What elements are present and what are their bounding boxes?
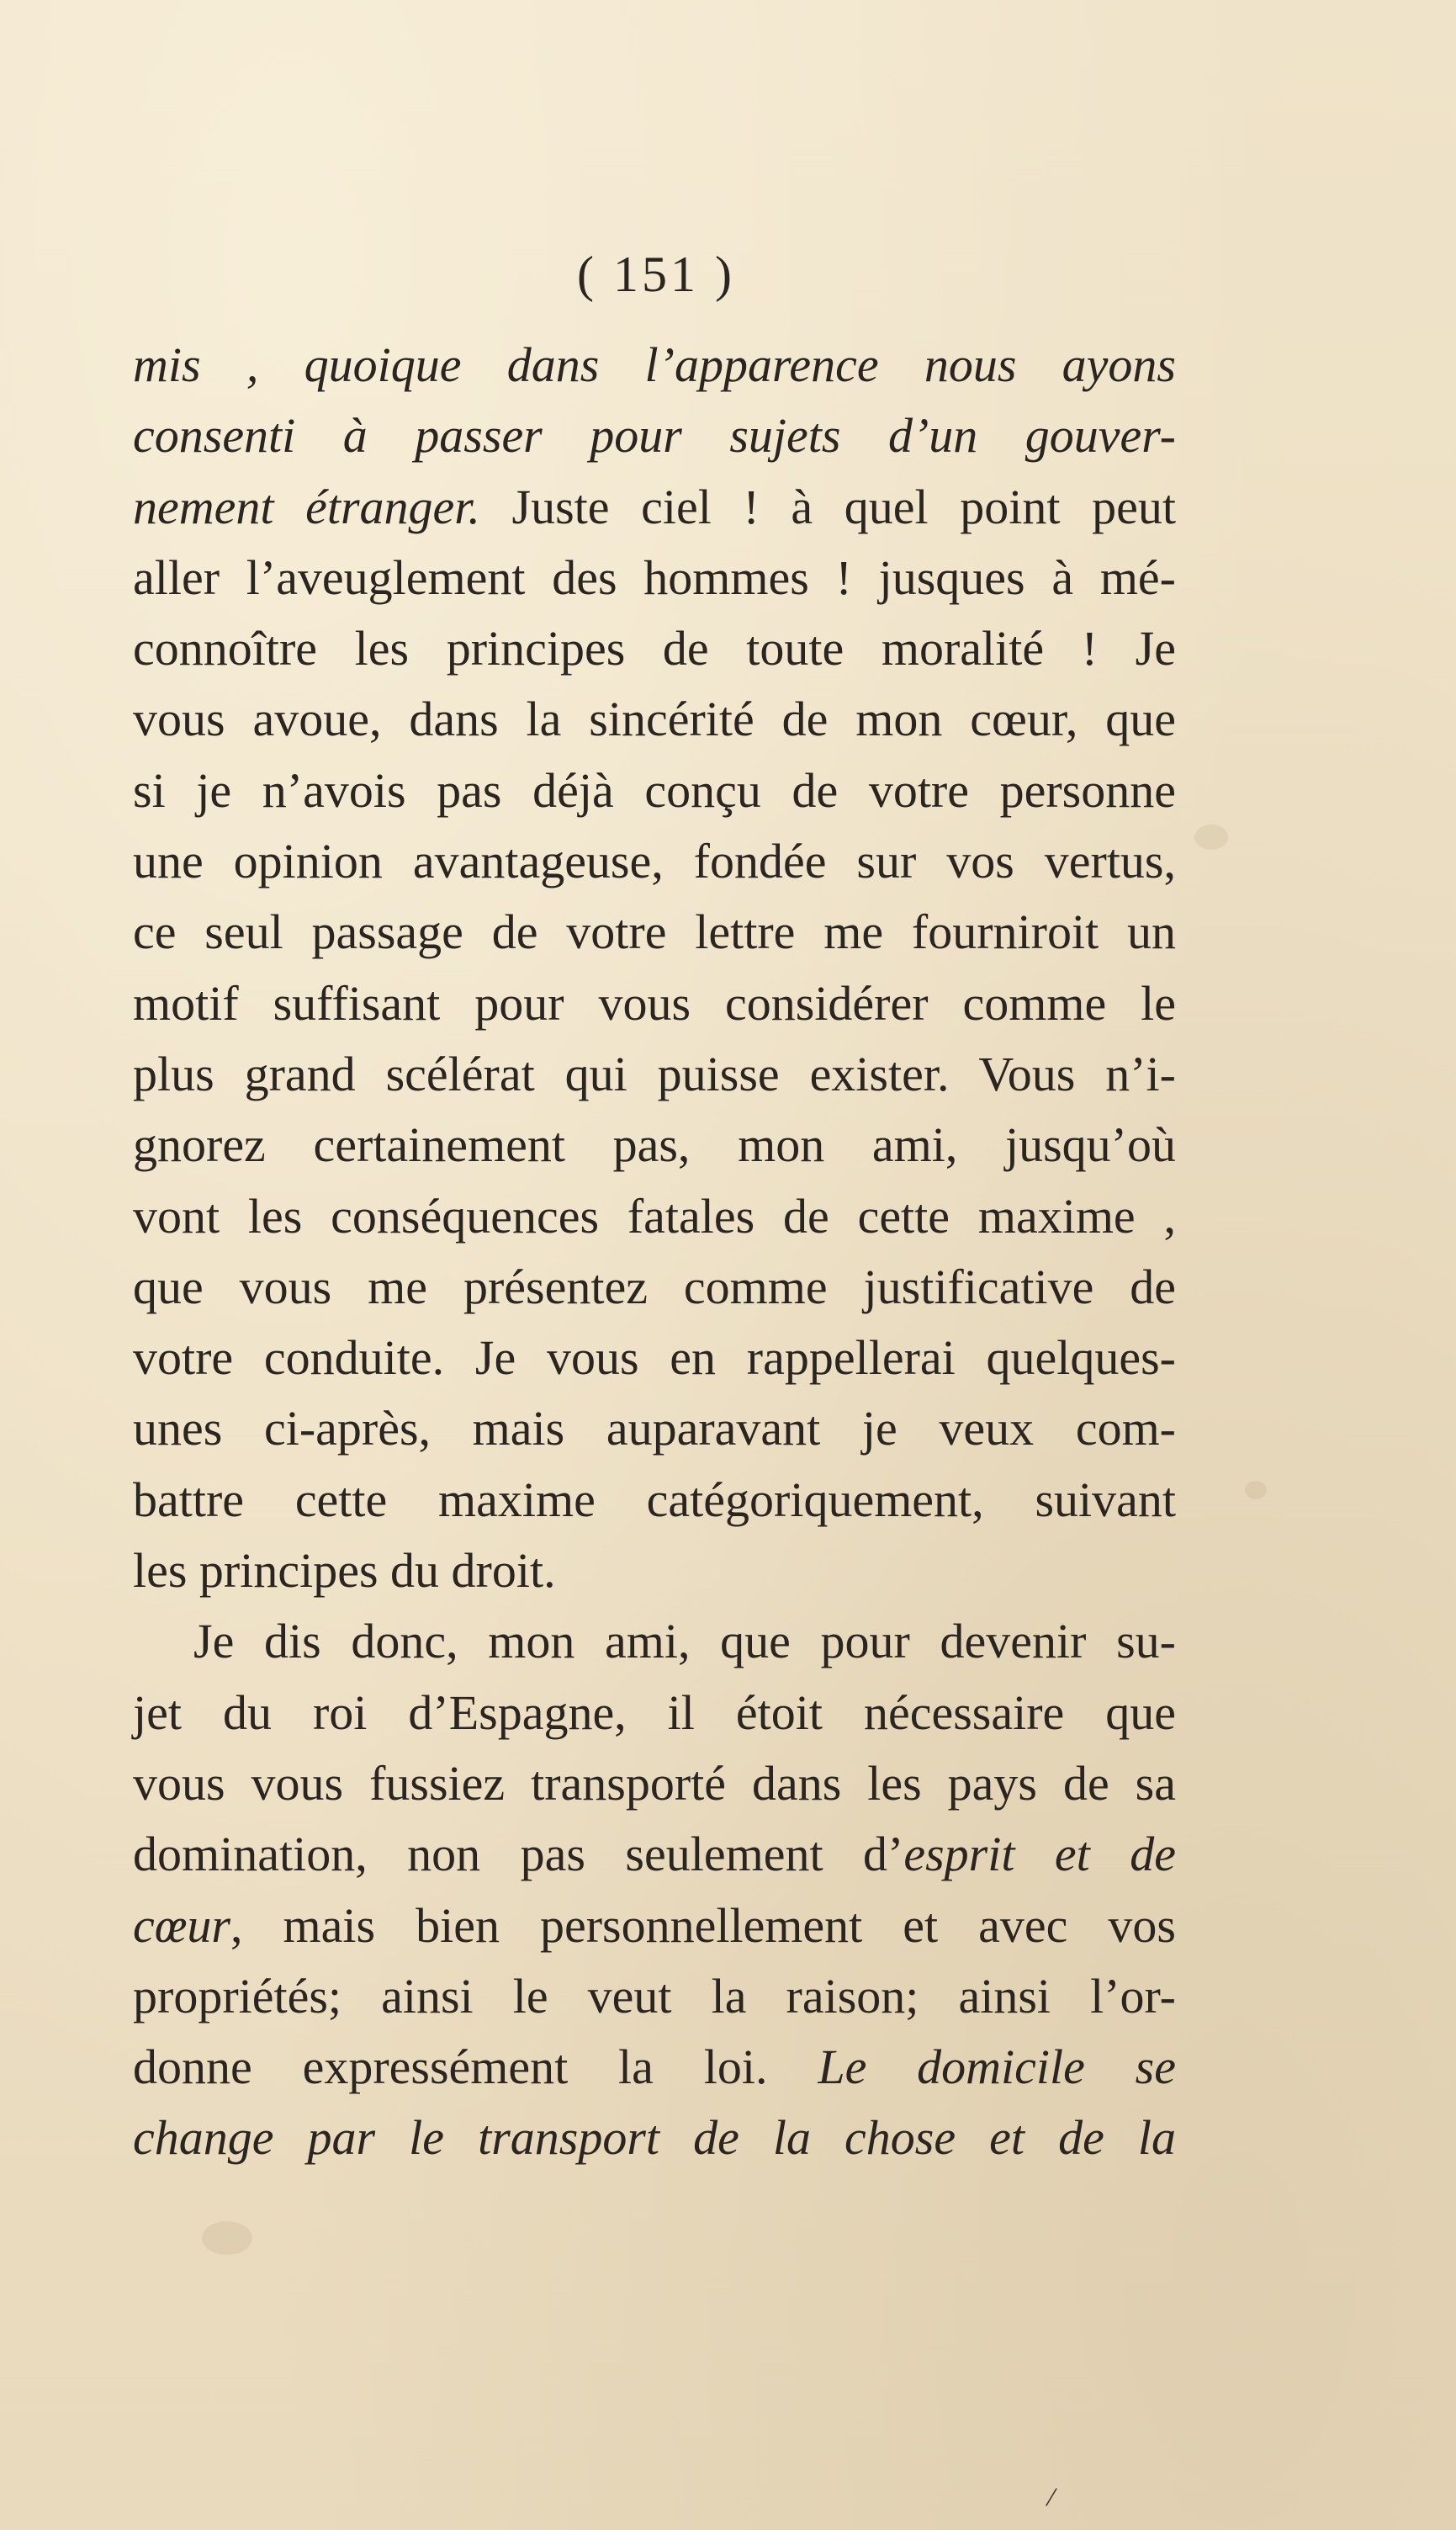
roman-text: propriétés; ainsi le veut la raison; ainsi l’or- — [133, 1968, 1176, 2023]
roman-text: battre cette maxime catégoriquement, suivant — [133, 1472, 1176, 1527]
roman-text: les principes du droit. — [133, 1543, 556, 1599]
italic-text: change par le transport de la chose et de la — [133, 2110, 1176, 2166]
text-line — [133, 1891, 1176, 1961]
roman-text: votre conduite. Je vous en rappellerai quelques- — [133, 1330, 1176, 1386]
text-line — [133, 1678, 1176, 1748]
text-line — [133, 1393, 1176, 1464]
text-line — [133, 756, 1176, 826]
text-line — [133, 1110, 1176, 1180]
text-line — [133, 543, 1176, 613]
text-line — [133, 1323, 1176, 1393]
text-line — [133, 1748, 1176, 1819]
text-line — [133, 1819, 1176, 1890]
roman-text: vous vous fussiez transporté dans les pays de sa — [133, 1755, 1176, 1811]
roman-text: plus grand scélérat qui puisse exister. Vous n’i- — [133, 1046, 1176, 1101]
text-line — [133, 968, 1176, 1039]
page-number: ( 151 ) — [577, 247, 735, 302]
roman-text: motif suffisant pour vous considérer comme le — [133, 975, 1176, 1031]
roman-text: donne expressément la loi. — [133, 2039, 818, 2095]
roman-text: jet du roi d’Espagne, il étoit nécessaire que — [133, 1684, 1176, 1740]
roman-text: aller l’aveuglement des hommes ! jusques à mé- — [133, 549, 1176, 605]
text-line — [133, 400, 1176, 471]
body-text — [133, 330, 1176, 2174]
roman-text: une opinion avantageuse, fondée sur vos vertus, — [133, 834, 1176, 889]
italic-text: mis , quoique dans l’apparence nous ayons — [133, 337, 1176, 392]
roman-text: connoître les principes de toute moralité ! Je — [133, 621, 1176, 676]
roman-text: ce seul passage de votre lettre me fourniroit un — [133, 904, 1176, 960]
roman-text: que vous me présentez comme justificative de — [133, 1259, 1176, 1314]
italic-text: Le domicile se — [818, 2039, 1176, 2095]
italic-text: cœur — [133, 1897, 230, 1953]
roman-text: domination, non pas seulement d’ — [133, 1827, 904, 1882]
text-line — [133, 1252, 1176, 1323]
paper-stain — [1194, 825, 1228, 850]
paper-stain — [202, 2221, 252, 2255]
text-line — [133, 684, 1176, 755]
roman-text: si je n’avois pas déjà conçu de votre personne — [133, 762, 1176, 818]
stray-mark: / — [1044, 2481, 1059, 2514]
text-line — [133, 472, 1176, 543]
roman-text: , mais bien personnellement et avec vos — [230, 1897, 1176, 1953]
italic-text: esprit et de — [903, 1827, 1176, 1882]
text-line — [133, 1181, 1176, 1252]
italic-text: nement étranger. — [133, 479, 480, 534]
text-line — [133, 1606, 1176, 1677]
text-line — [133, 2032, 1176, 2103]
text-line — [133, 1465, 1176, 1536]
text-line — [133, 1536, 1176, 1606]
paper-stain — [1245, 1481, 1267, 1499]
text-line — [133, 330, 1176, 400]
roman-text: vous avoue, dans la sincérité de mon cœur, que — [133, 692, 1176, 747]
text-line — [133, 1961, 1176, 2032]
roman-text: Juste ciel ! à quel point peut — [479, 479, 1176, 534]
text-line — [133, 1039, 1176, 1110]
roman-text: Je dis donc, mon ami, que pour devenir su- — [193, 1614, 1176, 1669]
italic-text: consenti à passer pour sujets d’un gouver- — [133, 408, 1176, 464]
text-line — [133, 897, 1176, 968]
roman-text: vont les conséquences fatales de cette maxime , — [133, 1188, 1176, 1244]
text-line — [133, 2103, 1176, 2173]
roman-text: unes ci-après, mais auparavant je veux com- — [133, 1401, 1176, 1456]
roman-text: gnorez certainement pas, mon ami, jusqu’où — [133, 1117, 1176, 1173]
text-line — [133, 613, 1176, 684]
text-line — [133, 826, 1176, 897]
